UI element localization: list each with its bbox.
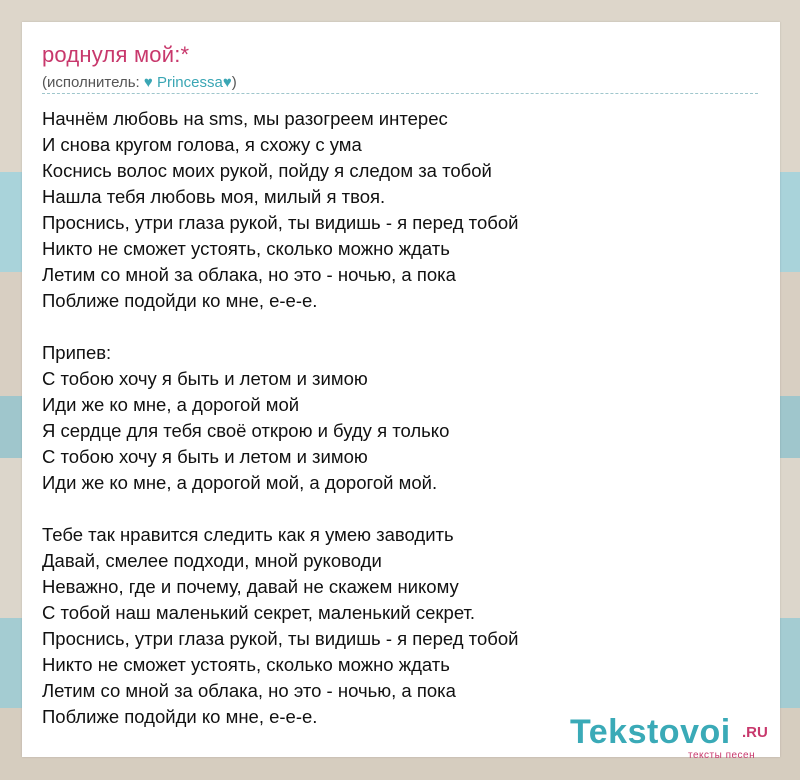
lyric-line: Никто не сможет устоять, сколько можно ждать <box>42 238 450 259</box>
lyrics-text <box>42 106 518 730</box>
lyric-line: С тобою хочу я быть и летом и зимою <box>42 368 368 389</box>
lyric-line: Поближе подойди ко мне, е-е-е. <box>42 290 318 311</box>
logo-subtitle: тексты песен <box>688 750 756 761</box>
artist-link[interactable]: Princessa♥ <box>156 74 232 91</box>
lyrics-card <box>22 22 780 761</box>
divider <box>42 93 758 94</box>
lyric-line: И снова кругом голова, я схожу с ума <box>42 134 362 155</box>
lyric-line: Проснись, утри глаза рукой, ты видишь - я перед тобой <box>42 628 519 649</box>
lyric-line: Проснись, утри глаза рукой, ты видишь - я перед тобой <box>42 212 519 233</box>
artist-prefix: (исполнитель: <box>42 74 144 91</box>
lyric-line: Давай, смелее подходи, мной руководи <box>42 550 382 571</box>
lyric-line: Летим со мной за облака, но это - ночью, а пока <box>42 264 456 285</box>
lyric-blank-line <box>42 314 518 340</box>
lyric-line: Летим со мной за облака, но это - ночью, а пока <box>42 680 456 701</box>
lyric-line: Коснись волос моих рукой, пойду я следом за тобой <box>42 160 492 181</box>
artist-line <box>42 74 237 91</box>
lyric-line: С тобою хочу я быть и летом и зимою <box>42 446 368 467</box>
lyric-line: Я сердце для тебя своё открою и буду я только <box>42 420 450 441</box>
artist-suffix: ) <box>231 74 237 91</box>
lyric-line: Иди же ко мне, а дорогой мой <box>42 394 300 415</box>
site-logo[interactable] <box>570 712 780 760</box>
lyric-line: Начнём любовь на sms, мы разогреем интерес <box>42 108 448 129</box>
lyric-line: Нашла тебя любовь моя, милый я твоя. <box>42 186 386 207</box>
lyric-line: Тебе так нравится следить как я умею заводить <box>42 524 454 545</box>
lyric-blank-line <box>42 496 518 522</box>
song-title: роднуля мой:* <box>42 42 190 67</box>
logo-tld: .RU <box>742 724 768 741</box>
lyric-line: Поближе подойди ко мне, е-е-е. <box>42 706 318 727</box>
logo-text: Tekstovoi <box>570 713 731 751</box>
lyric-line: Иди же ко мне, а дорогой мой, а дорогой мой. <box>42 472 438 493</box>
lyric-line: С тобой наш маленький секрет, маленький секрет. <box>42 602 476 623</box>
lyric-line: Никто не сможет устоять, сколько можно ждать <box>42 654 450 675</box>
lyric-line: Неважно, где и почему, давай не скажем никому <box>42 576 459 597</box>
lyric-line: Припев: <box>42 342 112 363</box>
heart-icon: ♥ <box>143 74 157 91</box>
